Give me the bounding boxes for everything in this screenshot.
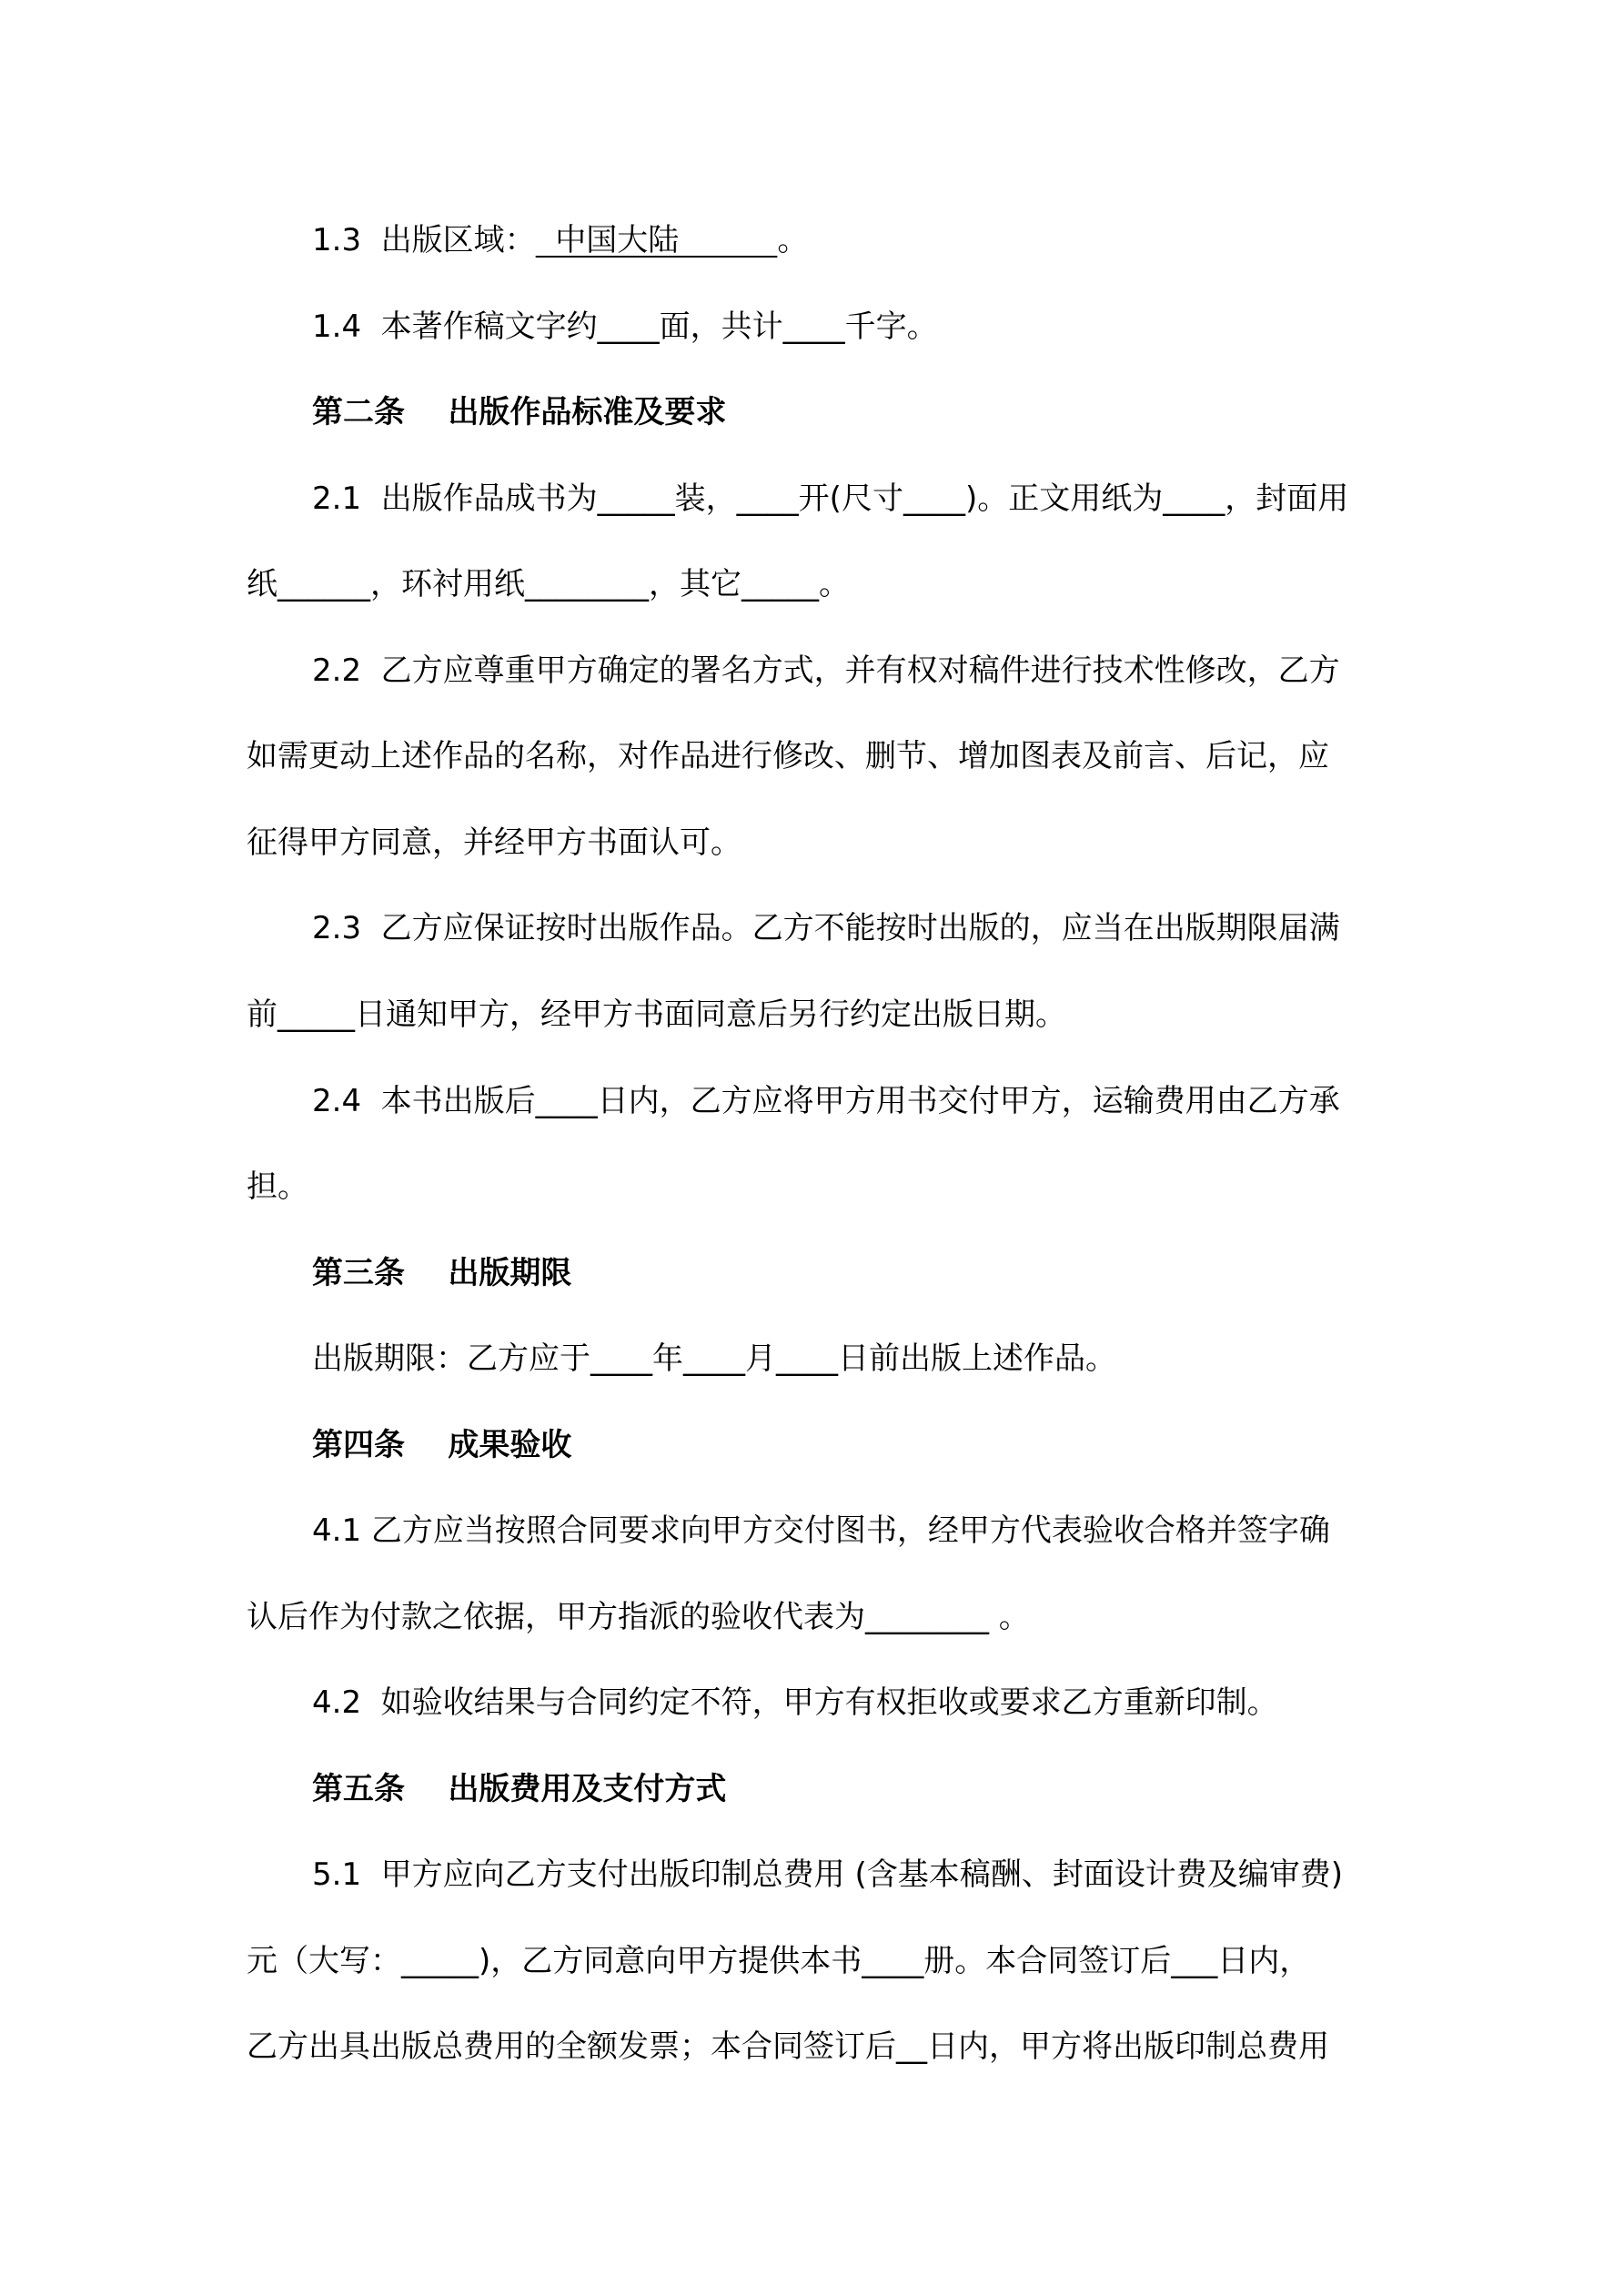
publication-deadline: 出版期限：乙方应于____年____月____日前出版上述作品。: [312, 1340, 1116, 1377]
clause-1-4-word-count: 1.4 本著作稿文字约____面，共计____千字。: [312, 308, 938, 345]
clause-1-3-label: 1.3 出版区域：: [312, 222, 536, 258]
clause-5-1-line-2: 元（大写：_____)，乙方同意向甲方提供本书____册。本合同签订后___日内，: [247, 1943, 1311, 1979]
article-3-heading: 第三条 出版期限: [312, 1255, 572, 1291]
article-2-heading: 第二条 出版作品标准及要求: [312, 394, 727, 430]
clause-2-4-line-1: 2.4 本书出版后____日内，乙方应将甲方用书交付甲方，运输费用由乙方承: [312, 1083, 1340, 1119]
clause-4-1-line-2: 认后作为付款之依据，甲方指派的验收代表为________ 。: [247, 1599, 1030, 1635]
clause-4-2: 4.2 如验收结果与合同约定不符，甲方有权拒收或要求乙方重新印制。: [312, 1684, 1278, 1721]
clause-5-1-line-1: 5.1 甲方应向乙方支付出版印制总费用 (含基本稿酬、封面设计费及编审费): [312, 1856, 1344, 1893]
clause-2-2-line-2: 如需更动上述作品的名称，对作品进行修改、删节、增加图表及前言、后记，应: [247, 738, 1329, 774]
clause-2-1-line-2: 纸______，环衬用纸________，其它_____。: [247, 566, 850, 602]
clause-2-4-line-2: 担。: [247, 1168, 308, 1205]
clause-2-3-line-1: 2.3 乙方应保证按时出版作品。乙方不能按时出版的，应当在出版期限届满: [312, 910, 1340, 946]
clause-1-3-end: 。: [777, 222, 809, 258]
clause-5-1-line-3: 乙方出具出版总费用的全额发票；本合同签订后__日内，甲方将出版印制总费用: [247, 2028, 1329, 2065]
clause-1-3-publication-region: [312, 220, 808, 260]
clause-2-2-line-1: 2.2 乙方应尊重甲方确定的署名方式，并有权对稿件进行技术性修改，乙方: [312, 652, 1340, 689]
clause-2-2-line-3: 征得甲方同意，并经甲方书面认可。: [247, 824, 741, 861]
article-5-heading: 第五条 出版费用及支付方式: [312, 1771, 727, 1807]
clause-2-3-line-2: 前_____日通知甲方，经甲方书面同意后另行约定出版日期。: [247, 996, 1066, 1033]
clause-4-1-line-1: 4.1 乙方应当按照合同要求向甲方交付图书，经甲方代表验收合格并签字确: [312, 1512, 1330, 1549]
article-4-heading: 第四条 成果验收: [312, 1427, 572, 1463]
clause-2-1-line-1: 2.1 出版作品成书为_____装，____开(尺寸____)。正文用纸为____，封面用: [312, 480, 1349, 517]
publication-region-value: 中国大陆: [535, 222, 778, 258]
